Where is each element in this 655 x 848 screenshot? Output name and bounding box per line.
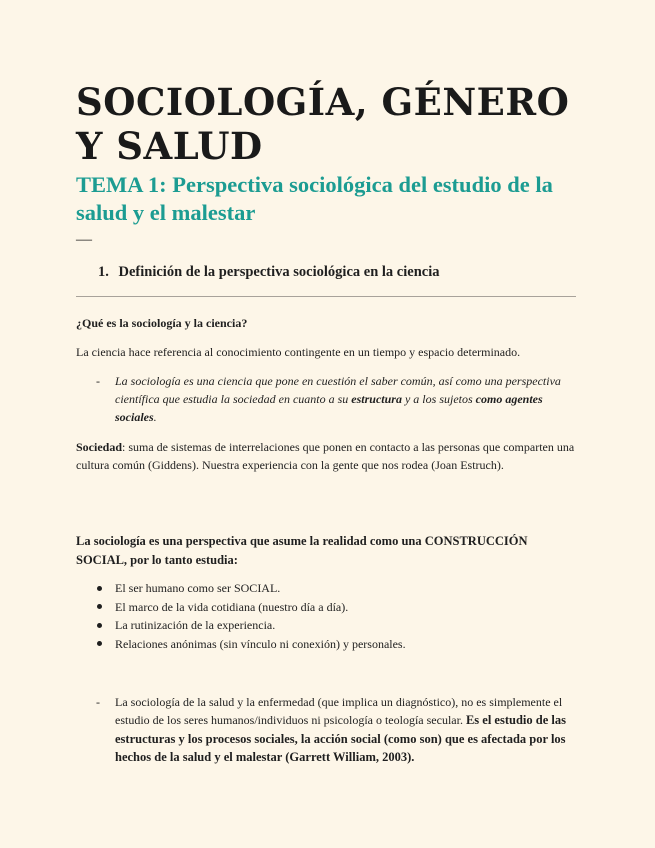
bullet-icon: [97, 586, 102, 591]
salud-enfermedad-text: [115, 693, 578, 767]
section-heading-text: Definición de la perspectiva sociológica en la ciencia: [118, 264, 440, 280]
study-topics-list: [76, 579, 578, 653]
definition-bold-structure: estructura: [351, 392, 402, 406]
bullet-icon: [97, 623, 102, 628]
document-title: SOCIOLOGÍA, GÉNERO Y SALUD: [76, 80, 570, 168]
title-dash: —: [76, 231, 92, 248]
horizontal-rule: [76, 296, 576, 297]
ciencia-paragraph: La ciencia hace referencia al conocimiento contingente en un tiempo y espacio determinado.: [76, 345, 521, 359]
list-item-text: La rutinización de la experiencia.: [115, 618, 276, 632]
section-heading: [98, 264, 578, 281]
bullet-icon: [97, 641, 102, 646]
dash-marker: -: [96, 695, 100, 709]
list-item-text: Relaciones anónimas (sin vínculo ni conexión) y personales.: [115, 636, 406, 651]
list-item: [76, 616, 578, 635]
sociedad-term: Sociedad: [76, 440, 123, 454]
list-item-text: El ser humano como ser SOCIAL.: [115, 581, 281, 595]
list-item: [76, 598, 578, 617]
definition-part-3: .: [153, 410, 157, 424]
list-item: [76, 579, 578, 598]
list-item-text: El marco de la vida cotidiana (nuestro día a día).: [115, 599, 349, 614]
definition-bold-agents: como agentes sociales: [115, 392, 543, 424]
topic-subtitle: TEMA 1: Perspectiva sociológica del estudio de la salud y el malestar: [76, 172, 553, 225]
dash-marker: -: [96, 374, 100, 388]
construccion-social-paragraph: La sociología es una perspectiva que asume la realidad como una CONSTRUCCIÓN SOCIAL, por lo tanto estudia:: [76, 534, 528, 567]
definition-part-2: y a los sujetos: [401, 392, 476, 406]
sociologia-definition-text: [115, 372, 578, 426]
bullet-icon: [97, 604, 102, 609]
section-number: 1.: [98, 264, 109, 280]
salud-normal-text: La sociología de la salud y la enfermedad (que implica un diagnóstico), no es simplemente el estudio de los seres humanos/individuos ni psicología o teología secular.: [115, 695, 563, 727]
sociedad-definition: : suma de sistemas de interrelaciones que ponen en contacto a las personas que comparten una cultura común (Giddens). Nuestra experiencia con la gente que nos rodea (Joan Estruch).: [76, 440, 575, 472]
list-item: [76, 635, 578, 654]
sociedad-paragraph: [76, 438, 578, 474]
question-heading: ¿Qué es la sociología y la ciencia?: [76, 316, 248, 330]
definition-part-1: La sociología es una ciencia que pone en cuestión el saber común, así como una perspectiva científica que estudia la sociedad en cuanto a su: [115, 374, 561, 406]
salud-bold-text: Es el estudio de las estructuras y los procesos sociales, la acción social (como son) que es afectada por los hechos de la salud y el malestar (Garrett William, 2003).: [115, 713, 566, 764]
